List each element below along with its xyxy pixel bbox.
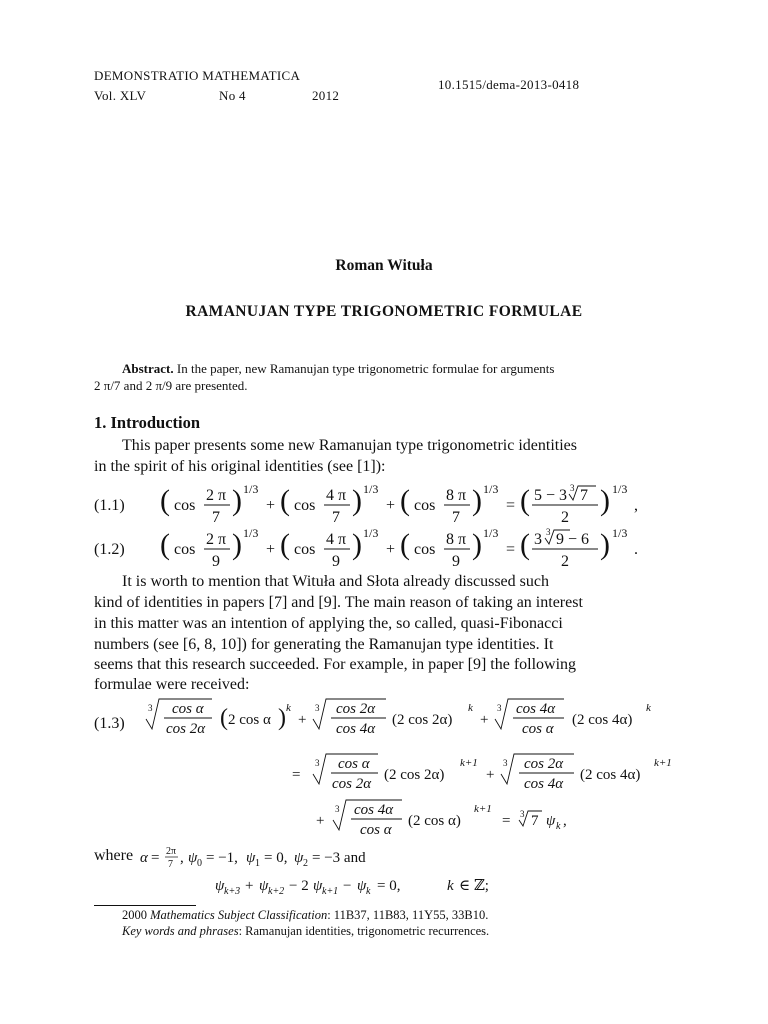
svg-text:1/3: 1/3 [363,526,379,540]
svg-text:3: 3 [335,804,340,814]
equation-1-1 [160,480,650,526]
year: 2012 [312,88,340,103]
recurrence-equation [215,870,575,898]
para1-line2: in the spirit of his original identities (see [1]): [94,458,386,475]
svg-text:k+1: k+1 [654,757,672,769]
msc-label: Mathematics Subject Classification [150,908,328,922]
svg-text:(2 cos 4α): (2 cos 4α) [580,767,641,783]
abstract-text-1: In the paper, new Ramanujan type trigonometric formulae for arguments [173,361,555,376]
svg-text:4 π: 4 π [326,531,347,548]
svg-text:3: 3 [315,703,320,713]
svg-text:2: 2 [561,553,569,570]
svg-text:2 π: 2 π [206,531,227,548]
svg-text:cos: cos [174,497,196,514]
svg-text:(: ( [160,528,170,561]
svg-text:cos: cos [294,541,316,558]
author-name: Roman Wituła [335,257,433,274]
keywords-text: : Ramanujan identities, trigonometric recurrences. [238,924,490,938]
svg-text:): ) [352,484,362,517]
svg-text:k: k [286,702,291,714]
svg-text:− 2: − 2 [289,878,309,894]
svg-text:+: + [245,878,254,894]
svg-text:cos α: cos α [172,701,204,717]
svg-text:1: 1 [255,858,260,869]
svg-text:cos α: cos α [522,721,554,737]
para2-line2: kind of identities in papers [7] and [9]. The main reason of taking an interest [94,594,583,611]
svg-text:+: + [298,712,307,728]
svg-text:2π: 2π [166,846,177,857]
svg-text:k: k [447,878,454,894]
svg-text:1/3: 1/3 [363,482,379,496]
where-conditions [140,842,460,870]
para1-line1: This paper presents some new Ramanujan type trigonometric identities [122,437,577,454]
svg-text:2: 2 [561,509,569,526]
doi-link[interactable]: 10.1515/dema-2013-0418 [438,77,580,92]
issue-number: No 4 [219,88,246,103]
svg-text:cos: cos [174,541,196,558]
svg-text:3: 3 [570,483,575,493]
svg-text:k: k [646,702,651,714]
svg-text:7: 7 [168,859,173,870]
svg-text:=: = [506,497,516,514]
svg-text:3: 3 [497,703,502,713]
where-line [94,846,133,867]
svg-text:2: 2 [303,858,308,869]
svg-text:1/3: 1/3 [243,482,259,496]
svg-text:(: ( [520,528,530,561]
svg-text:): ) [600,528,610,561]
volume: Vol. XLV [94,88,147,103]
eq-1-3-label: (1.3) [94,715,125,732]
svg-text:1/3: 1/3 [243,526,259,540]
svg-text:(2 cos 2α): (2 cos 2α) [384,767,445,783]
svg-text:3: 3 [315,758,320,768]
svg-text:,: , [180,850,184,866]
eq-1-1-label: (1.1) [94,497,125,514]
svg-text:(: ( [280,528,290,561]
eq-1-2-label: (1.2) [94,541,125,558]
keywords-label: Key words and phrases [122,924,239,938]
svg-text:1/3: 1/3 [612,482,628,496]
svg-text:,: , [634,497,638,514]
svg-text:k+1: k+1 [474,803,492,815]
svg-text:(: ( [520,484,530,517]
svg-text:3: 3 [534,531,542,548]
svg-text:9: 9 [452,553,460,570]
msc-codes: : 11B37, 11B83, 11Y55, 33B10. [327,908,489,922]
svg-text:2 π: 2 π [206,487,227,504]
svg-text:cos 4α: cos 4α [336,721,376,737]
section-title: Introduction [110,413,201,432]
footnote-msc [122,907,488,923]
svg-text:= 0,: = 0, [264,850,288,866]
svg-text:cos 2α: cos 2α [166,721,206,737]
svg-text:+: + [266,497,276,514]
svg-text:ψ: ψ [246,850,256,866]
para2-line1: It is worth to mention that Wituła and Słota already discussed such [122,573,549,590]
svg-text:=: = [506,541,516,558]
svg-text:7: 7 [531,813,539,829]
svg-text:cos 2α: cos 2α [524,756,564,772]
svg-text:= −1,: = −1, [206,850,238,866]
para2-line4: numbers (see [6, 8, 10]) for generating the Ramanujan type identities. It [94,636,554,653]
svg-text:=: = [292,767,301,783]
svg-text:k+1: k+1 [460,757,478,769]
svg-text:(: ( [160,484,170,517]
para2-line6: formulae were received: [94,676,250,693]
footnote-rule [94,905,196,906]
svg-text:cos 4α: cos 4α [516,701,556,717]
svg-text:∈ ℤ;: ∈ ℤ; [459,878,489,894]
svg-text:+: + [480,712,489,728]
svg-text:(: ( [220,705,228,731]
section-number: 1. [94,413,107,432]
svg-text:cos 4α: cos 4α [354,802,394,818]
svg-text:5 − 3: 5 − 3 [534,487,568,504]
svg-text:α: α [140,850,148,866]
svg-text:+: + [486,767,495,783]
equation-1-3 [140,695,700,845]
svg-text:9: 9 [212,553,220,570]
svg-text:k: k [366,886,371,897]
svg-text:+: + [386,541,396,558]
svg-text:ψ: ψ [188,850,198,866]
svg-text:(2 cos 4α): (2 cos 4α) [572,712,633,728]
svg-text:= 0,: = 0, [377,878,401,894]
svg-text:): ) [352,528,362,561]
svg-text:): ) [278,705,286,731]
svg-text:3: 3 [520,809,525,819]
abstract-label: Abstract. [122,361,174,376]
abstract [122,360,677,377]
section-heading [94,413,200,433]
para2-line3: in this matter was an intention of applying the, so called, quasi-Fibonacci [94,615,563,632]
svg-text:8 π: 8 π [446,487,467,504]
svg-text:k+2: k+2 [268,886,285,897]
journal-name: DEMONSTRATIO MATHEMATICA [94,68,301,83]
footnote-keywords [122,923,489,939]
svg-text:(2 cos α): (2 cos α) [408,813,461,829]
msc-year: 2000 [122,908,147,922]
svg-text:1/3: 1/3 [483,482,499,496]
svg-text:ψ: ψ [357,878,367,894]
svg-text:+: + [386,497,396,514]
paper-title: RAMANUJAN TYPE TRIGONOMETRIC FORMULAE [185,303,583,320]
svg-text:= −3 and: = −3 and [312,850,366,866]
svg-text:): ) [472,528,482,561]
svg-text:cos: cos [414,541,436,558]
svg-text:7: 7 [452,509,460,526]
svg-text:.: . [634,541,638,558]
svg-text:3: 3 [546,527,551,537]
svg-text:cos 4α: cos 4α [524,776,564,792]
svg-text:): ) [232,484,242,517]
svg-text:+: + [266,541,276,558]
svg-text:2 cos α: 2 cos α [228,712,271,728]
svg-text:k: k [556,821,561,832]
svg-text:−: − [343,878,352,894]
svg-text:9 − 6: 9 − 6 [556,531,590,548]
svg-text:7: 7 [580,487,588,504]
svg-text:cos α: cos α [360,822,392,838]
svg-text:k+3: k+3 [224,886,241,897]
svg-text:+: + [316,813,325,829]
svg-text:1/3: 1/3 [612,526,628,540]
svg-text:4 π: 4 π [326,487,347,504]
svg-text:7: 7 [332,509,340,526]
svg-text:(: ( [400,528,410,561]
svg-text:cos 2α: cos 2α [336,701,376,717]
svg-text:(2 cos 2α): (2 cos 2α) [392,712,453,728]
svg-text:cos 2α: cos 2α [332,776,372,792]
svg-text:): ) [472,484,482,517]
svg-text:cos α: cos α [338,756,370,772]
svg-text:=: = [151,850,160,866]
svg-text:): ) [600,484,610,517]
svg-text:ψ: ψ [546,813,556,829]
svg-text:7: 7 [212,509,220,526]
svg-text:1/3: 1/3 [483,526,499,540]
svg-text:8 π: 8 π [446,531,467,548]
svg-text:k: k [468,702,473,714]
svg-text:ψ: ψ [215,878,225,894]
equation-1-2 [160,524,650,570]
svg-text:(: ( [400,484,410,517]
svg-text:9: 9 [332,553,340,570]
svg-text:cos: cos [414,497,436,514]
svg-text:): ) [232,528,242,561]
svg-text:=: = [502,813,511,829]
where-word: where [94,847,134,864]
svg-text:0: 0 [197,858,202,869]
svg-text:3: 3 [148,703,153,713]
svg-text:3: 3 [503,758,508,768]
svg-text:(: ( [280,484,290,517]
svg-text:ψ: ψ [294,850,304,866]
svg-text:ψ: ψ [259,878,269,894]
svg-text:,: , [563,813,567,829]
abstract-text-2: 2 π/7 and 2 π/9 are presented. [94,378,248,393]
svg-text:k+1: k+1 [322,886,339,897]
para2-line5: seems that this research succeeded. For example, in paper [9] the following [94,656,577,673]
svg-text:ψ: ψ [313,878,323,894]
svg-text:cos: cos [294,497,316,514]
